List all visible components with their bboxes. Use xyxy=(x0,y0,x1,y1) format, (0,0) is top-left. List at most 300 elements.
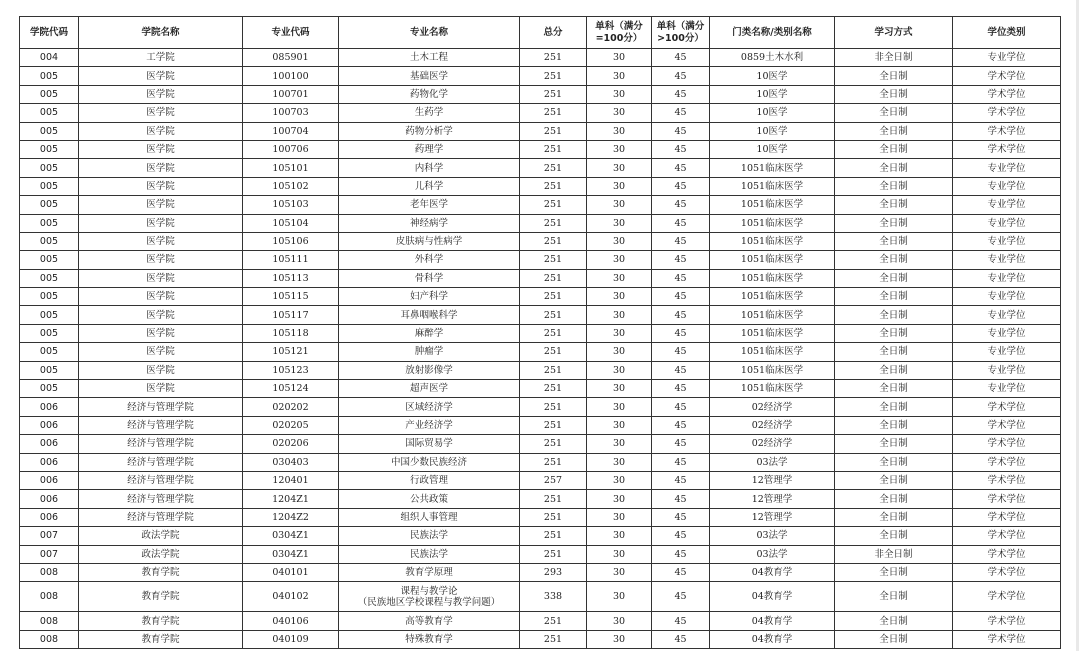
college-code-cell: 006 xyxy=(20,490,79,508)
single-100-cell: 30 xyxy=(587,361,652,379)
single-100-cell: 30 xyxy=(587,582,652,612)
category-cell: 04教育学 xyxy=(710,563,835,581)
single-over-100-cell: 45 xyxy=(652,140,710,158)
degree-type-cell: 专业学位 xyxy=(953,159,1061,177)
study-mode-cell: 全日制 xyxy=(835,306,953,324)
degree-type-cell: 专业学位 xyxy=(953,380,1061,398)
total-score-cell: 251 xyxy=(520,140,587,158)
degree-type-cell: 专业学位 xyxy=(953,361,1061,379)
category-cell: 03法学 xyxy=(710,453,835,471)
degree-type-cell: 学术学位 xyxy=(953,435,1061,453)
single-over-100-cell: 45 xyxy=(652,49,710,67)
single-over-100-cell: 45 xyxy=(652,269,710,287)
degree-type-cell: 专业学位 xyxy=(953,177,1061,195)
single-100-cell: 30 xyxy=(587,306,652,324)
degree-type-cell: 专业学位 xyxy=(953,288,1061,306)
total-score-cell: 251 xyxy=(520,288,587,306)
single-over-100-cell: 45 xyxy=(652,471,710,489)
table-row xyxy=(20,104,1061,122)
major-name-cell: 国际贸易学 xyxy=(339,435,520,453)
table-row xyxy=(20,343,1061,361)
total-score-cell: 251 xyxy=(520,416,587,434)
degree-type-cell: 学术学位 xyxy=(953,67,1061,85)
study-mode-cell: 全日制 xyxy=(835,630,953,648)
total-score-cell: 251 xyxy=(520,453,587,471)
college-name-cell: 医学院 xyxy=(79,232,243,250)
total-score-cell: 251 xyxy=(520,306,587,324)
college-name-cell: 医学院 xyxy=(79,269,243,287)
major-code-cell: 105106 xyxy=(243,232,339,250)
college-name-cell: 医学院 xyxy=(79,159,243,177)
degree-type-cell: 专业学位 xyxy=(953,343,1061,361)
single-100-cell: 30 xyxy=(587,85,652,103)
single-100-cell: 30 xyxy=(587,104,652,122)
single-over-100-cell: 45 xyxy=(652,306,710,324)
major-name-cell: 公共政策 xyxy=(339,490,520,508)
college-code-cell: 004 xyxy=(20,49,79,67)
degree-type-cell: 学术学位 xyxy=(953,630,1061,648)
major-code-cell: 0304Z1 xyxy=(243,545,339,563)
category-cell: 1051临床医学 xyxy=(710,361,835,379)
total-score-cell: 293 xyxy=(520,563,587,581)
total-score-cell: 251 xyxy=(520,159,587,177)
study-mode-cell: 非全日制 xyxy=(835,545,953,563)
college-code-cell: 005 xyxy=(20,196,79,214)
college-code-cell: 005 xyxy=(20,361,79,379)
degree-type-cell: 学术学位 xyxy=(953,140,1061,158)
category-cell: 1051临床医学 xyxy=(710,232,835,250)
study-mode-cell: 全日制 xyxy=(835,435,953,453)
college-name-cell: 医学院 xyxy=(79,140,243,158)
study-mode-cell: 全日制 xyxy=(835,508,953,526)
college-name-cell: 教育学院 xyxy=(79,563,243,581)
college-code-cell: 005 xyxy=(20,159,79,177)
college-name-cell: 经济与管理学院 xyxy=(79,490,243,508)
category-cell: 12管理学 xyxy=(710,490,835,508)
single-over-100-cell: 45 xyxy=(652,85,710,103)
degree-type-cell: 学术学位 xyxy=(953,545,1061,563)
major-name-cell: 肿瘤学 xyxy=(339,343,520,361)
study-mode-cell: 全日制 xyxy=(835,177,953,195)
college-name-cell: 医学院 xyxy=(79,104,243,122)
category-cell: 10医学 xyxy=(710,140,835,158)
single-over-100-cell: 45 xyxy=(652,380,710,398)
total-score-cell: 251 xyxy=(520,361,587,379)
study-mode-cell: 全日制 xyxy=(835,380,953,398)
single-100-cell: 30 xyxy=(587,122,652,140)
college-code-cell: 005 xyxy=(20,85,79,103)
table-header-row xyxy=(20,17,1061,49)
table-row xyxy=(20,545,1061,563)
single-over-100-cell: 45 xyxy=(652,508,710,526)
table-row xyxy=(20,85,1061,103)
single-over-100-cell: 45 xyxy=(652,343,710,361)
degree-type-cell: 学术学位 xyxy=(953,453,1061,471)
college-code-cell: 005 xyxy=(20,269,79,287)
degree-type-cell: 专业学位 xyxy=(953,306,1061,324)
single-over-100-cell: 45 xyxy=(652,630,710,648)
study-mode-cell: 全日制 xyxy=(835,122,953,140)
category-cell: 10医学 xyxy=(710,67,835,85)
degree-type-cell: 专业学位 xyxy=(953,214,1061,232)
degree-type-cell: 学术学位 xyxy=(953,508,1061,526)
degree-type-cell: 学术学位 xyxy=(953,612,1061,630)
single-100-cell: 30 xyxy=(587,49,652,67)
table-body xyxy=(20,49,1061,649)
single-100-cell: 30 xyxy=(587,435,652,453)
total-score-cell: 251 xyxy=(520,398,587,416)
college-code-cell: 006 xyxy=(20,471,79,489)
table-row xyxy=(20,251,1061,269)
single-over-100-cell: 45 xyxy=(652,159,710,177)
single-over-100-cell: 45 xyxy=(652,612,710,630)
college-name-cell: 政法学院 xyxy=(79,545,243,563)
degree-type-cell: 学术学位 xyxy=(953,398,1061,416)
table-row xyxy=(20,49,1061,67)
total-score-cell: 251 xyxy=(520,380,587,398)
table-row xyxy=(20,324,1061,342)
single-over-100-cell: 45 xyxy=(652,324,710,342)
major-name-cell: 骨科学 xyxy=(339,269,520,287)
college-code-cell: 006 xyxy=(20,416,79,434)
college-name-cell: 医学院 xyxy=(79,343,243,361)
major-code-cell: 105113 xyxy=(243,269,339,287)
single-100-cell: 30 xyxy=(587,269,652,287)
major-name-cell: 皮肤病与性病学 xyxy=(339,232,520,250)
table-row xyxy=(20,453,1061,471)
single-over-100-cell: 45 xyxy=(652,563,710,581)
table-row xyxy=(20,67,1061,85)
degree-type-cell: 学术学位 xyxy=(953,527,1061,545)
single-100-cell: 30 xyxy=(587,563,652,581)
major-name-cell: 耳鼻咽喉科学 xyxy=(339,306,520,324)
study-mode-cell: 全日制 xyxy=(835,85,953,103)
study-mode-cell: 全日制 xyxy=(835,288,953,306)
single-100-cell: 30 xyxy=(587,527,652,545)
college-name-cell: 医学院 xyxy=(79,361,243,379)
major-code-cell: 100706 xyxy=(243,140,339,158)
major-name-cell: 外科学 xyxy=(339,251,520,269)
major-name-cell: 高等教育学 xyxy=(339,612,520,630)
category-cell: 0859土木水利 xyxy=(710,49,835,67)
study-mode-cell: 全日制 xyxy=(835,343,953,361)
major-code-cell: 020206 xyxy=(243,435,339,453)
major-code-cell: 020205 xyxy=(243,416,339,434)
table-row xyxy=(20,159,1061,177)
study-mode-cell: 全日制 xyxy=(835,232,953,250)
degree-type-cell: 学术学位 xyxy=(953,563,1061,581)
major-name-cell: 组织人事管理 xyxy=(339,508,520,526)
college-code-cell: 005 xyxy=(20,67,79,85)
degree-type-cell: 专业学位 xyxy=(953,49,1061,67)
table-row xyxy=(20,527,1061,545)
major-name-cell: 民族法学 xyxy=(339,545,520,563)
major-code-cell: 105118 xyxy=(243,324,339,342)
major-code-cell: 105123 xyxy=(243,361,339,379)
total-score-cell: 251 xyxy=(520,49,587,67)
header-single-100: 单科（满分=100分） xyxy=(587,17,652,49)
total-score-cell: 251 xyxy=(520,122,587,140)
college-code-cell: 008 xyxy=(20,582,79,612)
table-row xyxy=(20,196,1061,214)
table-row xyxy=(20,214,1061,232)
category-cell: 02经济学 xyxy=(710,416,835,434)
major-name-cell: 妇产科学 xyxy=(339,288,520,306)
college-code-cell: 006 xyxy=(20,398,79,416)
major-code-cell: 100703 xyxy=(243,104,339,122)
category-cell: 03法学 xyxy=(710,545,835,563)
header-major-name: 专业名称 xyxy=(339,17,520,49)
total-score-cell: 251 xyxy=(520,177,587,195)
college-name-cell: 医学院 xyxy=(79,214,243,232)
category-cell: 12管理学 xyxy=(710,471,835,489)
study-mode-cell: 全日制 xyxy=(835,104,953,122)
category-cell: 1051临床医学 xyxy=(710,380,835,398)
total-score-cell: 251 xyxy=(520,435,587,453)
college-code-cell: 006 xyxy=(20,508,79,526)
category-cell: 1051临床医学 xyxy=(710,251,835,269)
college-code-cell: 006 xyxy=(20,453,79,471)
single-100-cell: 30 xyxy=(587,288,652,306)
college-name-cell: 教育学院 xyxy=(79,630,243,648)
category-cell: 1051临床医学 xyxy=(710,196,835,214)
total-score-cell: 251 xyxy=(520,630,587,648)
major-name-cell: 药物分析学 xyxy=(339,122,520,140)
major-code-cell: 040109 xyxy=(243,630,339,648)
college-code-cell: 005 xyxy=(20,251,79,269)
study-mode-cell: 全日制 xyxy=(835,398,953,416)
study-mode-cell: 全日制 xyxy=(835,612,953,630)
category-cell: 1051临床医学 xyxy=(710,177,835,195)
category-cell: 12管理学 xyxy=(710,508,835,526)
major-name-cell: 老年医学 xyxy=(339,196,520,214)
single-over-100-cell: 45 xyxy=(652,398,710,416)
major-code-cell: 105102 xyxy=(243,177,339,195)
single-100-cell: 30 xyxy=(587,453,652,471)
category-cell: 04教育学 xyxy=(710,630,835,648)
degree-type-cell: 学术学位 xyxy=(953,85,1061,103)
degree-type-cell: 专业学位 xyxy=(953,196,1061,214)
college-code-cell: 005 xyxy=(20,122,79,140)
major-name-cell: 超声医学 xyxy=(339,380,520,398)
total-score-cell: 338 xyxy=(520,582,587,612)
major-name-cell: 神经病学 xyxy=(339,214,520,232)
study-mode-cell: 全日制 xyxy=(835,324,953,342)
table-row xyxy=(20,508,1061,526)
total-score-cell: 251 xyxy=(520,269,587,287)
major-name-cell: 民族法学 xyxy=(339,527,520,545)
major-name-cell: 课程与教学论 （民族地区学校课程与教学问题） xyxy=(339,582,520,612)
college-code-cell: 005 xyxy=(20,343,79,361)
college-code-cell: 005 xyxy=(20,104,79,122)
header-category: 门类名称/类别名称 xyxy=(710,17,835,49)
major-name-cell: 土木工程 xyxy=(339,49,520,67)
college-name-cell: 医学院 xyxy=(79,196,243,214)
table-row xyxy=(20,177,1061,195)
study-mode-cell: 全日制 xyxy=(835,453,953,471)
total-score-cell: 251 xyxy=(520,214,587,232)
college-code-cell: 005 xyxy=(20,288,79,306)
category-cell: 02经济学 xyxy=(710,398,835,416)
total-score-cell: 251 xyxy=(520,67,587,85)
study-mode-cell: 全日制 xyxy=(835,527,953,545)
single-100-cell: 30 xyxy=(587,490,652,508)
major-code-cell: 105101 xyxy=(243,159,339,177)
college-name-cell: 经济与管理学院 xyxy=(79,453,243,471)
college-name-cell: 医学院 xyxy=(79,251,243,269)
major-name-cell: 放射影像学 xyxy=(339,361,520,379)
major-code-cell: 030403 xyxy=(243,453,339,471)
single-over-100-cell: 45 xyxy=(652,196,710,214)
single-100-cell: 30 xyxy=(587,177,652,195)
major-code-cell: 040106 xyxy=(243,612,339,630)
study-mode-cell: 全日制 xyxy=(835,140,953,158)
major-code-cell: 120401 xyxy=(243,471,339,489)
single-100-cell: 30 xyxy=(587,398,652,416)
study-mode-cell: 全日制 xyxy=(835,214,953,232)
total-score-cell: 251 xyxy=(520,545,587,563)
major-code-cell: 105115 xyxy=(243,288,339,306)
single-100-cell: 30 xyxy=(587,471,652,489)
college-name-cell: 经济与管理学院 xyxy=(79,398,243,416)
table-row xyxy=(20,471,1061,489)
total-score-cell: 251 xyxy=(520,196,587,214)
header-total-score: 总分 xyxy=(520,17,587,49)
single-100-cell: 30 xyxy=(587,630,652,648)
single-100-cell: 30 xyxy=(587,324,652,342)
study-mode-cell: 全日制 xyxy=(835,67,953,85)
study-mode-cell: 全日制 xyxy=(835,416,953,434)
major-name-cell: 儿科学 xyxy=(339,177,520,195)
category-cell: 1051临床医学 xyxy=(710,324,835,342)
degree-type-cell: 学术学位 xyxy=(953,104,1061,122)
table-row xyxy=(20,122,1061,140)
table-row xyxy=(20,416,1061,434)
major-code-cell: 105124 xyxy=(243,380,339,398)
category-cell: 1051临床医学 xyxy=(710,343,835,361)
college-code-cell: 007 xyxy=(20,527,79,545)
major-name-cell: 产业经济学 xyxy=(339,416,520,434)
category-cell: 10医学 xyxy=(710,122,835,140)
total-score-cell: 251 xyxy=(520,527,587,545)
table-row xyxy=(20,630,1061,648)
study-mode-cell: 全日制 xyxy=(835,196,953,214)
single-over-100-cell: 45 xyxy=(652,490,710,508)
study-mode-cell: 全日制 xyxy=(835,582,953,612)
single-100-cell: 30 xyxy=(587,343,652,361)
single-over-100-cell: 45 xyxy=(652,67,710,85)
major-code-cell: 100100 xyxy=(243,67,339,85)
college-name-cell: 经济与管理学院 xyxy=(79,508,243,526)
category-cell: 10医学 xyxy=(710,85,835,103)
total-score-cell: 251 xyxy=(520,612,587,630)
table-row xyxy=(20,140,1061,158)
study-mode-cell: 全日制 xyxy=(835,251,953,269)
total-score-cell: 251 xyxy=(520,85,587,103)
major-name-cell: 药物化学 xyxy=(339,85,520,103)
college-name-cell: 经济与管理学院 xyxy=(79,435,243,453)
major-name-cell: 基础医学 xyxy=(339,67,520,85)
major-code-cell: 020202 xyxy=(243,398,339,416)
table-row xyxy=(20,563,1061,581)
college-name-cell: 医学院 xyxy=(79,177,243,195)
single-100-cell: 30 xyxy=(587,251,652,269)
degree-type-cell: 学术学位 xyxy=(953,416,1061,434)
college-code-cell: 008 xyxy=(20,630,79,648)
college-code-cell: 005 xyxy=(20,177,79,195)
single-over-100-cell: 45 xyxy=(652,214,710,232)
college-name-cell: 医学院 xyxy=(79,324,243,342)
total-score-cell: 251 xyxy=(520,324,587,342)
header-major-code: 专业代码 xyxy=(243,17,339,49)
total-score-cell: 251 xyxy=(520,508,587,526)
major-code-cell: 0304Z1 xyxy=(243,527,339,545)
study-mode-cell: 全日制 xyxy=(835,471,953,489)
college-name-cell: 医学院 xyxy=(79,380,243,398)
college-code-cell: 005 xyxy=(20,140,79,158)
total-score-cell: 257 xyxy=(520,471,587,489)
college-name-cell: 经济与管理学院 xyxy=(79,416,243,434)
major-name-cell: 区域经济学 xyxy=(339,398,520,416)
degree-type-cell: 专业学位 xyxy=(953,232,1061,250)
single-over-100-cell: 45 xyxy=(652,361,710,379)
total-score-cell: 251 xyxy=(520,251,587,269)
category-cell: 04教育学 xyxy=(710,582,835,612)
college-name-cell: 经济与管理学院 xyxy=(79,471,243,489)
college-code-cell: 005 xyxy=(20,232,79,250)
table-row xyxy=(20,288,1061,306)
study-mode-cell: 非全日制 xyxy=(835,49,953,67)
college-name-cell: 教育学院 xyxy=(79,612,243,630)
single-over-100-cell: 45 xyxy=(652,435,710,453)
single-100-cell: 30 xyxy=(587,214,652,232)
study-mode-cell: 全日制 xyxy=(835,159,953,177)
college-code-cell: 008 xyxy=(20,563,79,581)
header-single-over-100: 单科（满分>100分） xyxy=(652,17,710,49)
single-over-100-cell: 45 xyxy=(652,453,710,471)
major-code-cell: 105117 xyxy=(243,306,339,324)
table-row xyxy=(20,269,1061,287)
college-name-cell: 医学院 xyxy=(79,67,243,85)
major-code-cell: 105104 xyxy=(243,214,339,232)
single-over-100-cell: 45 xyxy=(652,582,710,612)
major-code-cell: 040102 xyxy=(243,582,339,612)
single-100-cell: 30 xyxy=(587,232,652,250)
degree-type-cell: 学术学位 xyxy=(953,471,1061,489)
college-name-cell: 医学院 xyxy=(79,288,243,306)
college-name-cell: 教育学院 xyxy=(79,582,243,612)
college-name-cell: 政法学院 xyxy=(79,527,243,545)
college-code-cell: 006 xyxy=(20,435,79,453)
category-cell: 1051临床医学 xyxy=(710,288,835,306)
college-name-cell: 医学院 xyxy=(79,306,243,324)
study-mode-cell: 全日制 xyxy=(835,269,953,287)
category-cell: 1051临床医学 xyxy=(710,159,835,177)
college-code-cell: 007 xyxy=(20,545,79,563)
single-over-100-cell: 45 xyxy=(652,177,710,195)
single-100-cell: 30 xyxy=(587,380,652,398)
single-100-cell: 30 xyxy=(587,67,652,85)
category-cell: 03法学 xyxy=(710,527,835,545)
study-mode-cell: 全日制 xyxy=(835,563,953,581)
major-name-cell: 教育学原理 xyxy=(339,563,520,581)
college-code-cell: 005 xyxy=(20,380,79,398)
degree-type-cell: 学术学位 xyxy=(953,490,1061,508)
admission-score-table xyxy=(19,16,1061,649)
single-over-100-cell: 45 xyxy=(652,104,710,122)
major-name-cell: 行政管理 xyxy=(339,471,520,489)
major-code-cell: 100704 xyxy=(243,122,339,140)
